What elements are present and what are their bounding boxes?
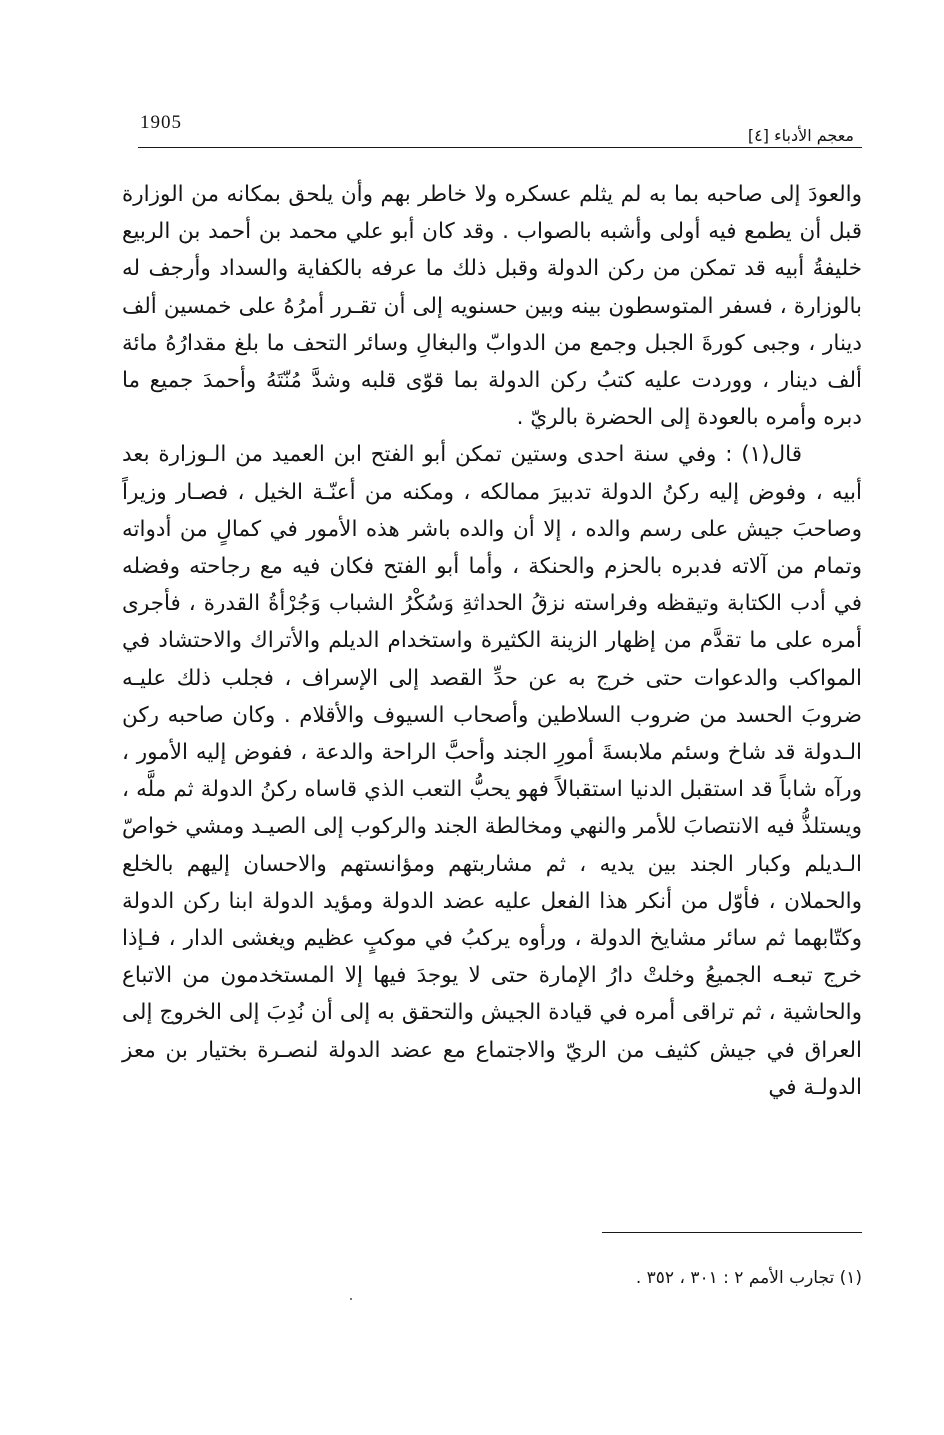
footnote-divider — [602, 1232, 862, 1233]
running-header: معجم الأدباء [٤] — [747, 126, 854, 145]
footnote: (١) تجارب الأمم ٢ : ٣٠١ ، ٣٥٢ . — [635, 1268, 862, 1288]
paragraph: قال(١) : وفي سنة احدى وستين تمكن أبو الفتح ابن العميد من الـوزارة بعد أبيه ، وفوض إليه ركنُ الدولة تدبيرَ ممالكه ، ومكنه من أعنّـة الخيل ، فصـار وزيراً وصاحبَ جيش على رسم والده ، إلا أن والده باشر هذه الأمور في كمالٍ من أدواته وتمام من آلاته فدبره بالحزم والحنكة ، وأما أبو الفتح فكان فيه مع رجاحته وفضله في أدب الكتابة وتيقظه وفراسته نزقُ الحداثةِ وَسُكْرُ الشباب وَجُرْأةُ القدرة ، فأجرى أمره على ما تقدَّم من إظهار الزينة الكثيرة واستخدام الديلم والأتراك والاحتشاد في المواكب والدعوات حتى خرج به عن حدِّ القصد إلى الإسراف ، فجلب ذلك عليـه ضروبَ الحسد من ضروب السلاطين وأصحاب السيوف والأقلام . وكان صاحبه ركن الـدولة قد شاخ وسئم ملابسةَ أمورِ الجند وأحبَّ الراحة والدعة ، ففوض إليه الأمور ، ورآه شاباً قد استقبل الدنيا استقبالاً فهو يحبُّ التعب الذي قاساه ركنُ الدولة ثم ملَّه ، ويستلذُّ فيه الانتصابَ للأمر والنهي ومخالطة الجند والركوب إلى الصيـد ومشي خواصّ الـديلم وكبار الجند بين يديه ، ثم مشاربتهم ومؤانستهم والاحسان إليهم بالخلع والحملان ، فأوّل من أنكر هذا الفعل عليه عضد الدولة ومؤيد الدولة ابنا ركن الدولة وكتّابهما ثم سائر مشايخ الدولة ، ورأوه يركبُ في موكبٍ عظيم ويغشى الدار ، فـإذا خرج تبعـه الجميعُ وخلتْ دارُ الإمارة حتى لا يوجدَ فيها إلا المستخدمون من الاتباع والحاشية ، ثم تراقى أمره في قيادة الجيش والتحقق به إلى أن نُدِبَ إلى الخروج إلى العراق في جيش كثيف من الريّ والاجتماع مع عضد الدولة لنصـرة بختيار بن معز الدولـة في — [122, 442, 862, 1100]
main-text — [122, 176, 862, 1106]
paragraph: والعودَ إلى صاحبه بما به لم يثلم عسكره ولا خاطر بهم وأن يلحق بمكانه من الوزارة قبل أن يطمع فيه أولى وأشبه بالصواب . وقد كان أبو علي محمد بن أحمد بن الربيع خليفةُ أبيه قد تمكن من ركن الدولة وقبل ذلك ما عرفه بالكفاية والسداد وأرجف له بالوزارة ، فسفر المتوسطون بينه وبين حسنويه إلى أن تقـرر أمرُهُ على خمسين ألف دينار ، وجبى كورةَ الجبل وجمع من الدوابّ والبغالِ وسائر التحف ما بلغ مقدارُهُ مائة ألف دينار ، ووردت عليه كتبُ ركن الدولة بما قوّى قلبه وشدَّ مُنّتَهُ وأحمدَ جميع ما دبره وأمره بالعودة إلى الحضرة بالريّ . — [122, 182, 862, 431]
scan-speck — [350, 1298, 352, 1300]
page-number: 1905 — [140, 112, 182, 133]
header-divider — [138, 147, 862, 148]
